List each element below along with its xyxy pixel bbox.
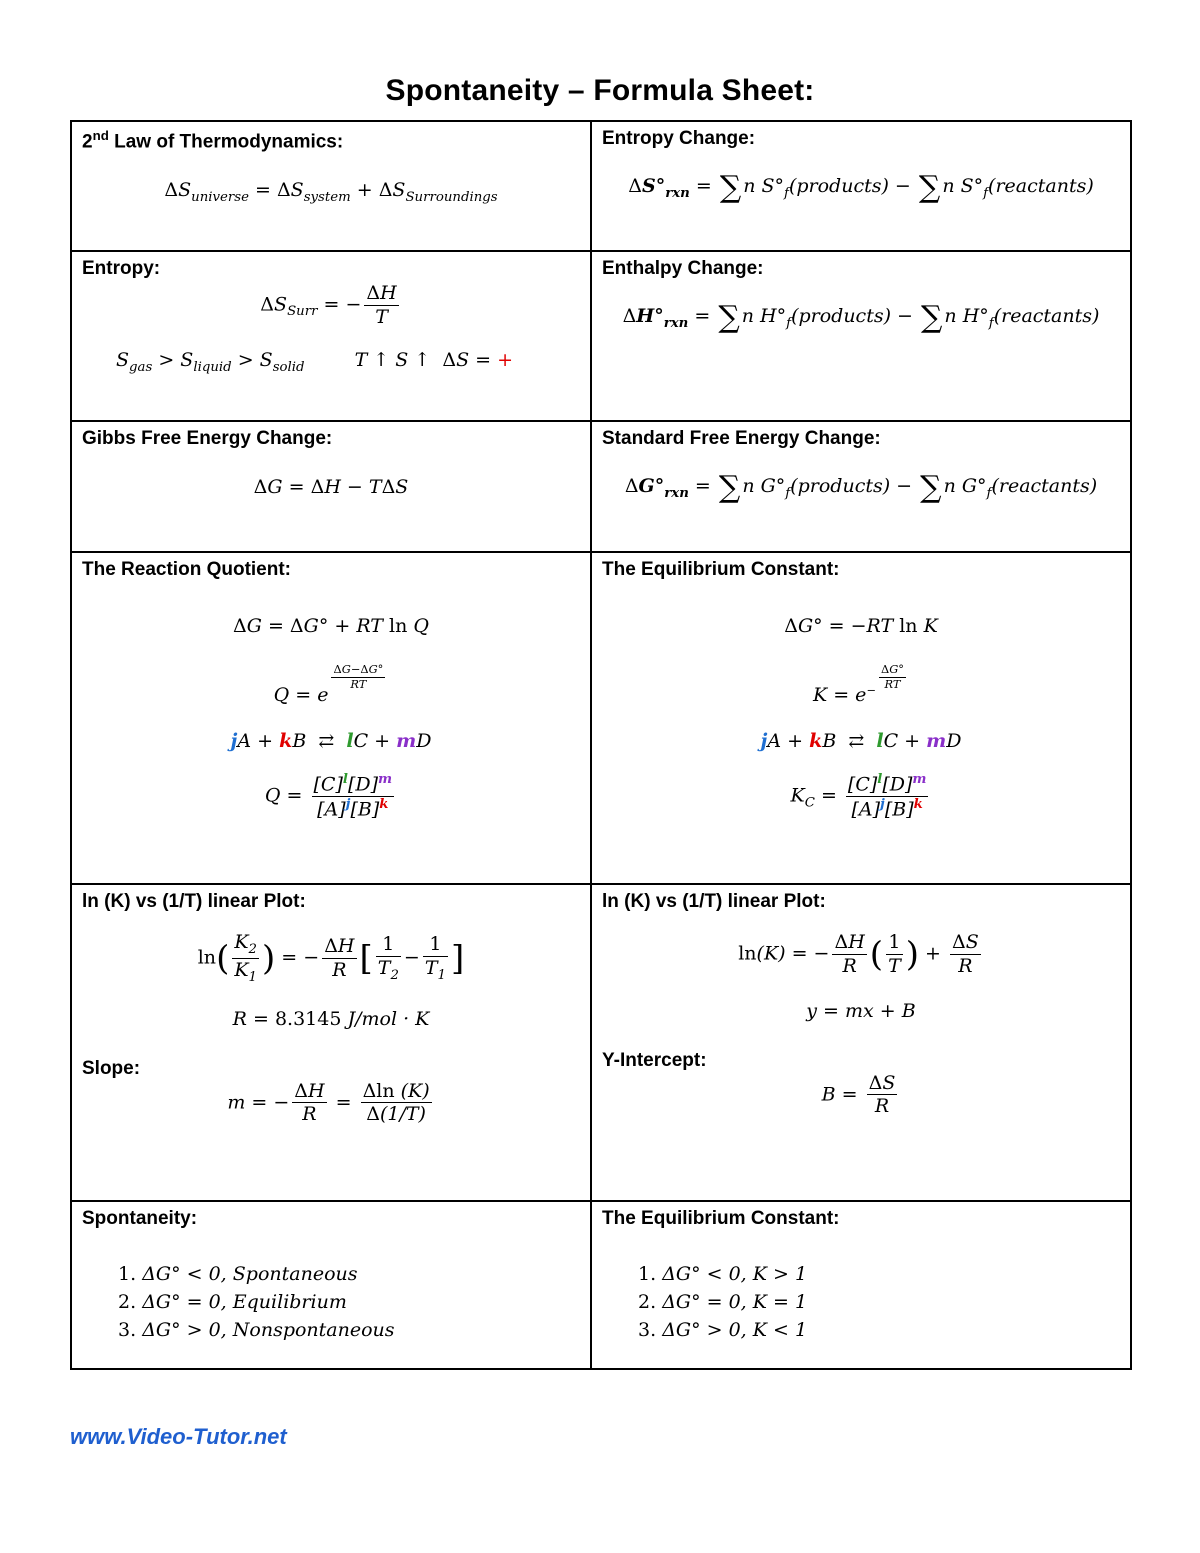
second-law-header: 2nd Law of Thermodynamics: [82, 128, 344, 153]
list-item: 3. ΔG° > 0, Nonspontaneous [118, 1319, 395, 1341]
lnk-plot-header-left: ln (K) vs (1/T) linear Plot: [82, 891, 306, 912]
q-exponential-formula: Q = e $^{\frac{\Delta G-\Delta G^\circ}{RT}}$ [273, 662, 384, 707]
k-exponential-formula: $K = e^{- \frac{\Delta G^\circ}{RT}}$ [812, 662, 904, 707]
lnk-linear-formula: ln(K) = − $\frac{\Delta H}{R}$ ( $\frac{1}{T}$ ) + $\frac{\Delta S}{R}$ [738, 931, 979, 977]
equilibrium-constant-2-header: The Equilibrium Constant: [602, 1208, 840, 1229]
delta-g-q-formula: ΔG = ΔG° + RT ln Q [233, 615, 429, 637]
cell-standard-free-energy [591, 421, 1131, 552]
cell-enthalpy-change [591, 251, 1131, 421]
kc-concentration-formula: $K_C$ = $\frac{[C]^l[D]^m}{[A]^j[B]^k}$ [790, 772, 927, 821]
delta-g-k-formula: ΔG° = −RT ln K [784, 615, 938, 637]
cell-equilibrium-constant [591, 552, 1131, 884]
standard-free-energy-formula: $\Delta G^\circ_{rxn}$ = ∑ n $G^\circ_f(products)$ − ∑ n $G^\circ_f(reactants)$ [624, 470, 1098, 505]
list-item: 2. ΔG° = 0, Equilibrium [118, 1291, 347, 1313]
website-link[interactable]: www.Video-Tutor.net [70, 1424, 287, 1449]
y-intercept-header: Y-Intercept: [602, 1049, 707, 1071]
enthalpy-change-formula: $\Delta H^\circ_{rxn}$ = ∑ n $H^\circ_f(products)$ − ∑ n $H^\circ_f(reactants)$ [622, 300, 1100, 335]
equilibrium-constant-list [592, 1260, 1130, 1344]
cell-gibbs [71, 421, 591, 552]
cell-equilibrium-constant-2 [591, 1201, 1131, 1369]
cell-second-law [71, 121, 591, 251]
list-item: 1. ΔG° < 0, Spontaneous [118, 1263, 358, 1285]
van-t-hoff-formula: ln( $\frac{K_2}{K_1}$ ) = − $\frac{\Delta H}{R}$ [ $\frac{1}{T_2}$ − $\frac{1}{T_1}$ ] [197, 931, 465, 985]
cell-entropy [71, 251, 591, 421]
second-law-formula: $\Delta S_{universe} = \Delta S_{system} + \Delta S_{Surroundings}$ [164, 179, 498, 206]
list-item: 1. ΔG° < 0, K > 1 [638, 1263, 808, 1285]
formula-table [70, 120, 1132, 1370]
page-title: Spontaneity – Formula Sheet: [385, 74, 815, 107]
cell-lnk-plot-left [71, 884, 591, 1201]
line-equation: y = mx + B [806, 999, 916, 1022]
reaction-equation-2: jA + kB ⇄ lC + mD [760, 730, 962, 753]
standard-free-energy-header: Standard Free Energy Change: [602, 428, 881, 449]
slope-header: Slope: [82, 1057, 141, 1079]
cell-entropy-change [591, 121, 1131, 251]
cell-lnk-plot-right [591, 884, 1131, 1201]
cell-spontaneity [71, 1201, 591, 1369]
cell-reaction-quotient [71, 552, 591, 884]
spontaneity-header: Spontaneity: [82, 1208, 198, 1229]
list-item: 3. ΔG° > 0, K < 1 [638, 1319, 808, 1341]
entropy-change-formula: $\Delta S^\circ_{rxn}$ = ∑ n $S^\circ_f(products)$ − ∑ n $S^\circ_f(reactants)$ [628, 170, 1094, 205]
entropy-surr-formula: $\Delta S_{Surr}$ = − $\frac{\Delta H}{T}$ [260, 282, 397, 328]
reaction-quotient-header: The Reaction Quotient: [82, 559, 291, 580]
slope-formula: m = − $\frac{\Delta H}{R}$ = $\frac{\Delta\ln (K)}{\Delta(1/T)}$ [227, 1079, 430, 1126]
equilibrium-constant-header: The Equilibrium Constant: [602, 559, 840, 580]
gas-constant-formula: R = 8.3145 J/mol · K [232, 1007, 430, 1030]
entropy-change-header: Entropy Change: [602, 128, 756, 149]
gibbs-header: Gibbs Free Energy Change: [82, 428, 333, 449]
reaction-equation: jA + kB ⇄ lC + mD [230, 730, 432, 753]
y-intercept-formula: B = $\frac{\Delta S}{R}$ [821, 1071, 896, 1118]
list-item: 2. ΔG° = 0, K = 1 [638, 1291, 808, 1313]
spontaneity-list [72, 1260, 590, 1344]
lnk-plot-header-right: ln (K) vs (1/T) linear Plot: [602, 891, 826, 912]
entropy-header: Entropy: [82, 258, 161, 279]
enthalpy-change-header: Enthalpy Change: [602, 258, 764, 279]
q-concentration-formula: Q = $\frac{[C]^l[D]^m}{[A]^j[B]^k}$ [264, 772, 393, 821]
entropy-order-formula: $S_{gas} > S_{liquid} > S_{solid}$ T ↑ S ↑ ΔS = + [116, 348, 513, 375]
gibbs-formula: ΔG = ΔH − TΔS [253, 476, 409, 498]
